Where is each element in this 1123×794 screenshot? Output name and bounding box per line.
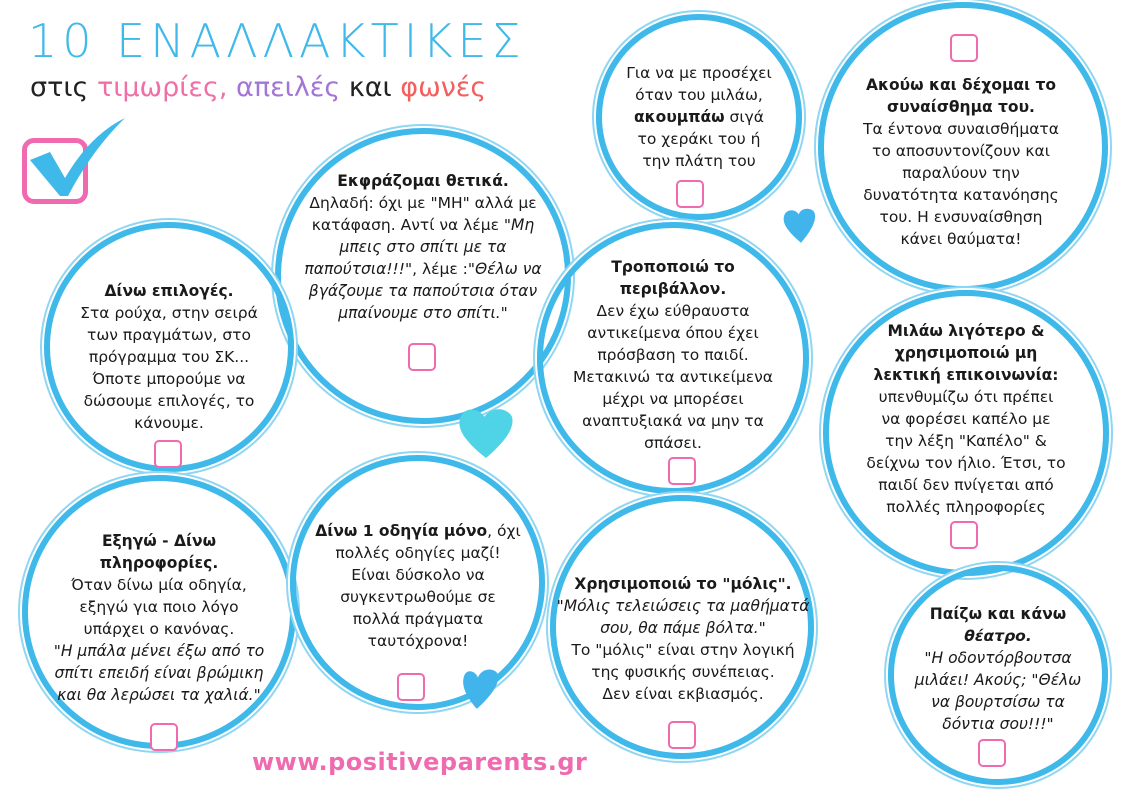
card-line: την λέξη "Καπέλο" &	[885, 432, 1047, 450]
card-line-italic: βγάζουμε τα παπούτσια όταν	[308, 282, 538, 300]
card-title: χρησιμοποιώ μη	[894, 344, 1038, 362]
card-theatre	[900, 603, 1096, 735]
card-line	[30, 662, 288, 684]
card-line	[900, 669, 1096, 691]
card-line: αντικείμενα όπου έχει	[587, 324, 759, 342]
card-title-italic: θέατρο.	[964, 627, 1032, 645]
card-line	[900, 625, 1096, 647]
card-line: Τα έντονα συναισθήματα	[863, 120, 1059, 138]
card-positive	[292, 170, 554, 324]
card-line: πρόγραμμα του ΣΚ...	[88, 348, 250, 366]
card-line: να φορέσει καπέλο με	[881, 410, 1051, 428]
checkbox-icon[interactable]	[150, 723, 178, 751]
card-just	[556, 573, 810, 705]
card-title: συναίσθημα του.	[887, 98, 1035, 116]
card-line-italic: "Μόλις τελειώσεις τα μαθήματά	[556, 597, 810, 615]
card-line	[900, 713, 1096, 735]
card-line: όταν του μιλάω,	[635, 86, 763, 104]
heart-icon	[455, 403, 517, 461]
card-line: σπάσει.	[644, 434, 702, 452]
subtitle-word-punishments: τιμωρίες,	[96, 72, 228, 103]
card-line: των πραγμάτων, στο	[87, 326, 251, 344]
card-title: Χρησιμοποιώ το "μόλις".	[574, 575, 792, 593]
card-title: Δίνω επιλογές.	[104, 282, 234, 300]
card-line	[292, 280, 554, 302]
card-line: κάνουμε.	[134, 414, 204, 432]
card-title: Εκφράζομαι θετικά.	[337, 172, 509, 190]
card-title: Δίνω 1 οδηγία μόνο	[315, 522, 488, 540]
card-title: Μιλάω λιγότερο &	[887, 322, 1045, 340]
card-line: αναπτυξιακά να μην τα	[582, 412, 764, 430]
card-line: πολλά πράγματα	[352, 610, 484, 628]
card-title: Εξηγώ - Δίνω	[101, 532, 217, 550]
subtitle-word-shouting: φωνές	[400, 72, 487, 103]
card-line	[292, 214, 554, 236]
card-title: περιβάλλον.	[619, 280, 727, 298]
checkbox-icon[interactable]	[408, 343, 436, 371]
card-line: συγκεντρωθούμε σε	[340, 588, 496, 606]
card-line: παιδί δεν πνίγεται από	[878, 476, 1054, 494]
card-line-italic: μπεις στο σπίτι με τα	[339, 238, 507, 256]
subtitle-word-threats: απειλές	[236, 72, 341, 103]
card-feelings	[836, 74, 1086, 250]
card-nonverbal	[838, 320, 1094, 518]
card-line: Μετακινώ τα αντικείμενα	[572, 368, 774, 386]
card-line: πρόσβαση το παιδί.	[597, 346, 749, 364]
checkbox-icon[interactable]	[154, 440, 182, 468]
card-line: Όταν δίνω μία οδηγία,	[71, 576, 247, 594]
card-line: πολλές οδηγίες μαζί!	[335, 544, 501, 562]
card-line-part: κατάφαση. Αντί να λέμε "	[311, 216, 512, 234]
card-line: Όποτε μπορούμε να	[92, 370, 246, 388]
card-line-rest: , όχι	[487, 522, 521, 540]
card-line-bold: ακουμπάω	[634, 108, 725, 126]
card-line-italic: παπούτσια!!!	[304, 260, 405, 278]
card-line	[292, 302, 554, 324]
card-line	[292, 236, 554, 258]
card-line: μέχρι να μπορέσει	[602, 390, 744, 408]
card-line	[556, 617, 810, 639]
card-line-italic: δόντια σου!!!"	[942, 715, 1054, 733]
card-line: την πλάτη του	[642, 152, 756, 170]
subtitle-prefix: στις	[30, 72, 89, 103]
card-line: δείχνω τον ήλιο. Έτσι, το	[866, 454, 1066, 472]
card-line: Για να με προσέχει	[626, 64, 772, 82]
card-line	[30, 684, 288, 706]
checkbox-icon[interactable]	[397, 673, 425, 701]
card-line	[292, 258, 554, 280]
card-line: Το "μόλις" είναι στην λογική	[571, 641, 795, 659]
card-line	[298, 520, 538, 542]
card-line: πολλές πληροφορίες	[886, 498, 1046, 516]
card-line-italic: "Η μπάλα μένει έξω από το	[53, 642, 265, 660]
card-line-italic: και θα λερώσει τα χαλιά."	[57, 686, 261, 704]
card-line-italic: Θέλω να	[475, 260, 542, 278]
card-line: Είναι δύσκολο να	[351, 566, 485, 584]
page-subtitle	[30, 72, 486, 103]
footer-url[interactable]: www.positiveparents.gr	[252, 748, 588, 776]
card-line-italic: σου, θα πάμε βόλτα."	[600, 619, 766, 637]
card-line	[900, 691, 1096, 713]
card-line: υπάρχει ο κανόνας.	[83, 620, 235, 638]
card-line: Δεν έχω εύθραυστα	[596, 302, 750, 320]
card-line: Δηλαδή: όχι με "ΜΗ" αλλά με	[309, 194, 537, 212]
checkbox-icon[interactable]	[668, 721, 696, 749]
card-line: της φυσικής συνέπειας.	[591, 663, 775, 681]
card-line: παραλύουν την	[902, 164, 1020, 182]
card-line: δυνατότητα κατανόησης	[863, 186, 1059, 204]
card-line: Δεν είναι εκβιασμός.	[602, 685, 764, 703]
heart-icon	[780, 205, 822, 247]
card-line	[900, 647, 1096, 669]
card-line: Στα ρούχα, στην σειρά	[80, 304, 258, 322]
page-title: 10 ΕΝΑΛΛΑΚΤΙΚΕΣ	[28, 14, 526, 68]
checkbox-icon[interactable]	[668, 457, 696, 485]
card-line-italic: Μη	[511, 216, 535, 234]
card-line	[556, 595, 810, 617]
card-line: εξηγώ για ποιο λόγο	[79, 598, 239, 616]
card-line: του. Η ενσυναίσθηση	[879, 208, 1043, 226]
card-choices	[58, 280, 280, 434]
card-environment	[552, 256, 794, 454]
card-line: το χεράκι του ή	[637, 130, 761, 148]
card-line	[30, 640, 288, 662]
card-line: ταυτόχρονα!	[367, 632, 469, 650]
card-title: Παίζω και κάνω	[929, 605, 1067, 623]
checkbox-icon[interactable]	[978, 739, 1006, 767]
card-line: υπενθυμίζω ότι πρέπει	[878, 388, 1054, 406]
checkbox-icon[interactable]	[950, 521, 978, 549]
card-line-part: ", λέμε :"	[404, 260, 476, 278]
card-title: πληροφορίες.	[99, 554, 219, 572]
card-one-instruction	[298, 520, 538, 652]
card-line-italic: μπαίνουμε στο σπίτι."	[338, 304, 508, 322]
checkbox-icon[interactable]	[676, 180, 704, 208]
card-touch	[600, 62, 798, 172]
card-title: λεκτική επικοινωνία:	[873, 366, 1059, 384]
card-explain	[30, 530, 288, 706]
card-title: Τροποποιώ το	[611, 258, 735, 276]
card-line	[600, 106, 798, 128]
card-line-italic: να βουρτσίσω τα	[931, 693, 1065, 711]
card-line: δώσουμε επιλογές, το	[83, 392, 255, 410]
card-title: Ακούω και δέχομαι το	[865, 76, 1057, 94]
card-line: κάνει θαύματα!	[900, 230, 1022, 248]
card-line-italic: "Η οδοντόρβουτσα	[924, 649, 1072, 667]
card-line-rest: σιγά	[724, 108, 764, 126]
checkmark-icon	[20, 110, 130, 200]
checkbox-icon[interactable]	[950, 34, 978, 62]
heart-icon	[460, 665, 502, 711]
card-line: το αποσυντονίζουν και	[871, 142, 1050, 160]
card-line-italic: σπίτι επειδή είναι βρώμικη	[54, 664, 264, 682]
card-line-italic: μιλάει! Ακούς; "Θέλω	[914, 671, 1082, 689]
subtitle-and: και	[348, 72, 392, 103]
